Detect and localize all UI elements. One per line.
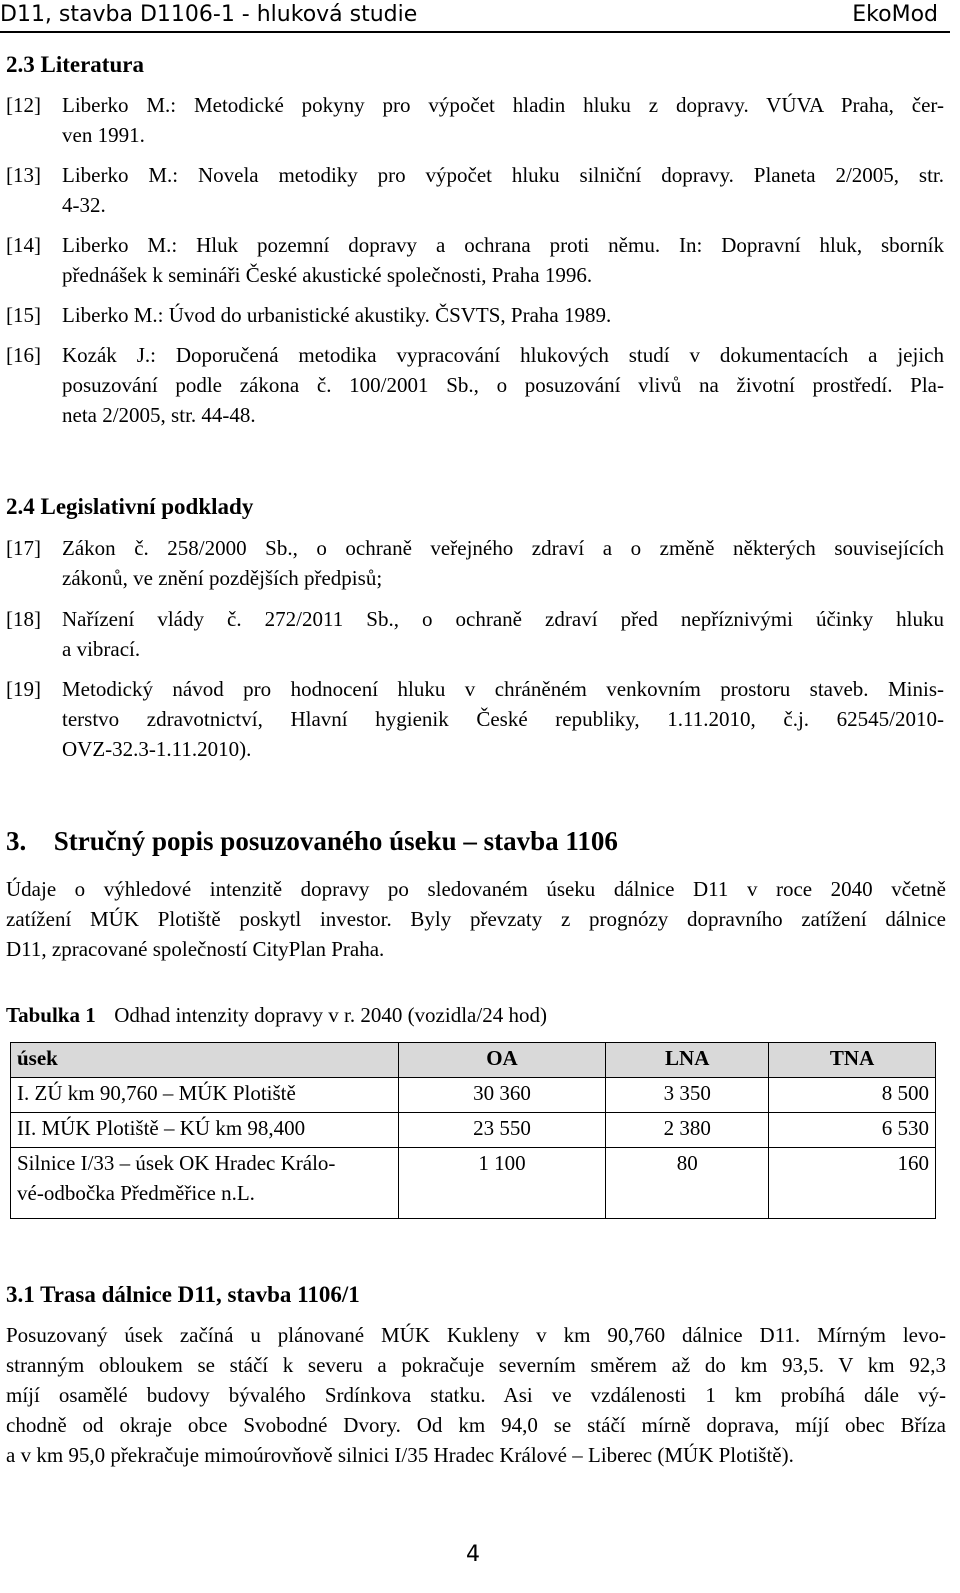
- reference-number: [16]: [6, 343, 41, 367]
- paragraph-line: a v km 95,0 překračuje mimoúrovňově silnici I/35 Hradec Králové – Liberec (MÚK Plotiště).: [6, 1443, 794, 1467]
- table-cell: I. ZÚ km 90,760 – MÚK Plotiště: [11, 1078, 399, 1113]
- table-caption-text: Odhad intenzity dopravy v r. 2040 (vozidla/24 hod): [114, 1003, 547, 1027]
- reference-item: [6, 604, 946, 664]
- table-header-cell: úsek: [11, 1043, 399, 1078]
- header-divider: [0, 31, 950, 33]
- reference-text: Zákon č. 258/2000 Sb., o ochraně veřejného zdraví a o změně některých souvisejících: [62, 536, 944, 560]
- reference-text: neta 2/2005, str. 44-48.: [62, 403, 256, 427]
- reference-text: přednášek k semináři České akustické společnosti, Praha 1996.: [62, 263, 593, 287]
- reference-text: Liberko M.: Metodické pokyny pro výpočet hladin hluku z dopravy. VÚVA Praha, čer-: [62, 93, 944, 117]
- reference-text: posuzování podle zákona č. 100/2001 Sb., o posuzování vlivů na životní prostředí. Pla-: [62, 373, 944, 397]
- reference-item: [6, 300, 946, 330]
- table-caption: [6, 1000, 547, 1030]
- paragraph-line: chodně od okraje obce Svobodné Dvory. Od km 94,0 se stáčí mírně doprava, míjí obec Bříza: [6, 1413, 946, 1437]
- table-cell: 80: [606, 1148, 769, 1219]
- reference-text: 4-32.: [62, 193, 106, 217]
- reference-number: [15]: [6, 303, 41, 327]
- reference-text: Kozák J.: Doporučená metodika vypracování hlukových studí v dokumentacích a jejich: [62, 343, 944, 367]
- table-cell-line: vé-odbočka Předměřice n.L.: [17, 1181, 255, 1205]
- table-cell: 23 550: [398, 1113, 606, 1148]
- table-header-row: [11, 1043, 936, 1078]
- table-header-cell: OA: [398, 1043, 606, 1078]
- chapter-title: Stručný popis posuzovaného úseku – stavba 1106: [53, 826, 618, 856]
- table-cell: 2 380: [606, 1113, 769, 1148]
- table-header-cell: LNA: [606, 1043, 769, 1078]
- reference-text: terstvo zdravotnictví, Hlavní hygienik České republiky, 1.11.2010, č.j. 62545/2010-: [62, 707, 944, 731]
- reference-number: [14]: [6, 233, 41, 257]
- chapter-heading: [6, 826, 618, 857]
- table-cell: 160: [769, 1148, 936, 1219]
- table-cell: 3 350: [606, 1078, 769, 1113]
- table-cell: 1 100: [398, 1148, 606, 1219]
- table-header-cell: TNA: [769, 1043, 936, 1078]
- traffic-table: [10, 1042, 936, 1219]
- paragraph-line: D11, zpracované společností CityPlan Praha.: [6, 937, 385, 961]
- reference-number: [13]: [6, 163, 41, 187]
- reference-text: OVZ-32.3-1.11.2010).: [62, 737, 252, 761]
- reference-item: [6, 340, 946, 430]
- table-row: [11, 1148, 936, 1219]
- section-heading-legislativa: 2.4 Legislativní podklady: [6, 494, 254, 519]
- reference-text: Liberko M.: Novela metodiky pro výpočet hluku silniční dopravy. Planeta 2/2005, str.: [62, 163, 944, 187]
- reference-item: [6, 533, 946, 593]
- paragraph-line: míjí osamělé budovy bývalého Srdínkova statku. Asi ve vzdálenosti 1 km probíhá dále vý-: [6, 1383, 946, 1407]
- table-cell: 30 360: [398, 1078, 606, 1113]
- table-row: [11, 1078, 936, 1113]
- section-heading-literatura: 2.3 Literatura: [6, 52, 144, 77]
- reference-item: [6, 674, 946, 764]
- reference-text: zákonů, ve znění pozdějších předpisů;: [62, 566, 383, 590]
- reference-number: [12]: [6, 93, 41, 117]
- table-cell-line: Silnice I/33 – úsek OK Hradec Králo-: [17, 1151, 336, 1175]
- table-row: [11, 1113, 936, 1148]
- table-caption-label: Tabulka 1: [6, 1003, 96, 1027]
- reference-text: a vibrací.: [62, 637, 141, 661]
- reference-text: Liberko M.: Úvod do urbanistické akustiky. ČSVTS, Praha 1989.: [62, 303, 612, 327]
- reference-text: Nařízení vlády č. 272/2011 Sb., o ochraně zdraví před nepříznivými účinky hluku: [62, 607, 944, 631]
- reference-number: [19]: [6, 677, 41, 701]
- reference-item: [6, 160, 946, 220]
- table-cell: 8 500: [769, 1078, 936, 1113]
- table-cell: II. MÚK Plotiště – KÚ km 98,400: [11, 1113, 399, 1148]
- reference-number: [18]: [6, 607, 41, 631]
- paragraph-line: Posuzovaný úsek začíná u plánované MÚK Kukleny v km 90,760 dálnice D11. Mírným levo-: [6, 1323, 946, 1347]
- paragraph-line: Údaje o výhledové intenzitě dopravy po sledovaném úseku dálnice D11 v roce 2040 včetně: [6, 877, 946, 901]
- header-title: D11, stavba D1106-1 - hluková studie: [0, 2, 418, 27]
- reference-item: [6, 90, 946, 150]
- chapter-number: 3.: [6, 826, 27, 856]
- section-heading-trasa: 3.1 Trasa dálnice D11, stavba 1106/1: [6, 1282, 360, 1307]
- reference-text: Metodický návod pro hodnocení hluku v chráněném venkovním prostoru staveb. Minis-: [62, 677, 944, 701]
- page-number: 4: [466, 1542, 480, 1567]
- paragraph-line: zatížení MÚK Plotiště poskytl investor. Byly převzaty z prognózy dopravního zatížení dálnice: [6, 907, 946, 931]
- reference-text: Liberko M.: Hluk pozemní dopravy a ochrana proti němu. In: Dopravní hluk, sborník: [62, 233, 944, 257]
- reference-text: ven 1991.: [62, 123, 145, 147]
- table-cell: 6 530: [769, 1113, 936, 1148]
- header-company: EkoMod: [852, 2, 938, 27]
- paragraph-line: stranným obloukem se stáčí k severu a pokračuje severním směrem až do km 93,5. V km 92,3: [6, 1353, 946, 1377]
- table-cell: [11, 1148, 399, 1219]
- reference-item: [6, 230, 946, 290]
- reference-number: [17]: [6, 536, 41, 560]
